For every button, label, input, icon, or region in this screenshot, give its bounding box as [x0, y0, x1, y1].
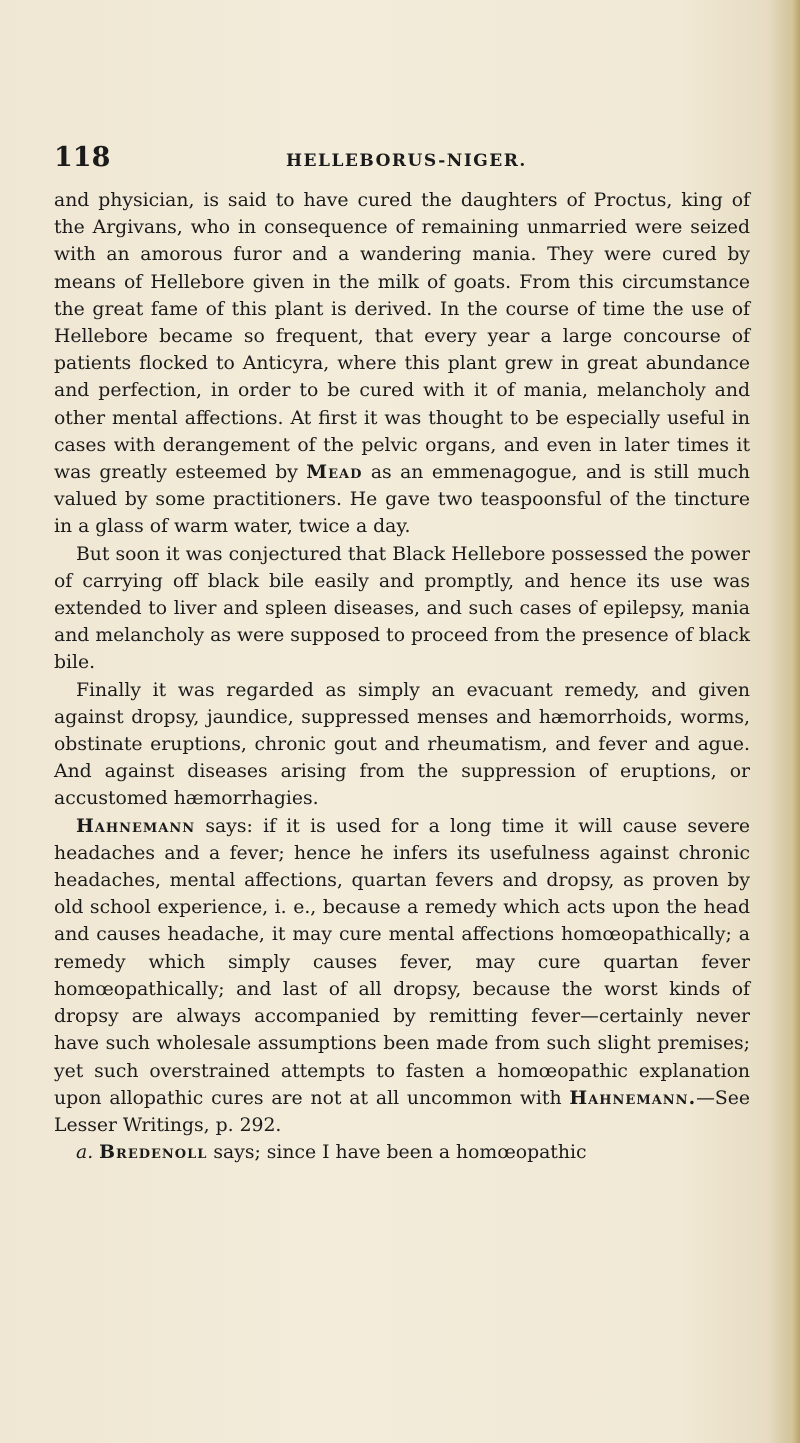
paragraph: Finally it was regarded as simply an evacuant remedy, and given against dropsy, jaundice, suppressed menses and hæmorrhoids, worms, obstinate eruptions, chronic gout and rheumatism, and fever and ague. And against diseases arising from the suppression of eruptions, or accustomed hæmorrhagies.	[54, 679, 750, 810]
paragraph-text: says: if it is used for a long time it will cause severe headaches and a fever; hence he infers its usefulness against chronic headaches, mental affections, quartan fevers and dropsy, as proven by old school experience, i. e., because a remedy which acts upon the head and causes headache, it may cure mental affections homœopathically; a remedy which simply causes fever, may cure quartan fever homœopathically; and last of all dropsy, because the worst kinds of dropsy are always accompanied by remitting fever—certainly never have such wholesale assumptions been made from such slight premises; yet such overstrained attempts to fasten a homœopathic explanation upon allopathic cures are not at all uncommon with	[54, 815, 750, 1109]
author-name: Mead	[306, 461, 363, 484]
reference-text: —See Lesser Writings, p. 292.	[54, 1087, 750, 1136]
paragraph-text: and physician, is said to have cured the daughters of Proctus, king of the Argivans, who in consequence of remaining unmarried were seized with an amorous furor and a wandering mania. They were cured by means of Hellebore given in the milk of goats. From this circumstance the great fame of this plant is derived. In the course of time the use of Hellebore became so frequent, that every year a large concourse of patients flocked to Anticyra, where this plant grew in great abundance and perfection, in order to be cured with it of mania, melancholy and other mental affections. At first it was thought to be especially useful in cases with derangement of the pelvic organs, and even in later times it was greatly esteemed by	[54, 190, 750, 484]
paragraph-text: says; since I have been a homœopathic	[213, 1142, 587, 1164]
author-name: Hahnemann.	[569, 1086, 697, 1109]
page-number: 118	[54, 142, 111, 173]
running-title: HELLEBORUS-NIGER.	[286, 151, 527, 171]
body-text	[54, 187, 750, 1166]
paragraph-text: as an emmenagogue, and is still much valued by some practitioners. He gave two teaspoonsful of the tincture in a glass of warm water, twice a day.	[54, 462, 750, 538]
paragraph: But soon it was conjectured that Black Hellebore possessed the power of carrying off black bile easily and promptly, and hence its use was extended to liver and spleen diseases, and such cases of epilepsy, mania and melancholy as were supposed to proceed from the presence of black bile.	[54, 543, 750, 674]
paragraph	[54, 187, 750, 541]
page-header	[54, 142, 754, 182]
page-edge	[786, 0, 800, 1443]
author-name: Bredenoll	[99, 1141, 208, 1164]
list-letter: a.	[76, 1142, 94, 1164]
paragraph	[54, 813, 750, 1139]
paragraph	[54, 1139, 750, 1166]
author-name: Hahnemann	[76, 814, 196, 837]
